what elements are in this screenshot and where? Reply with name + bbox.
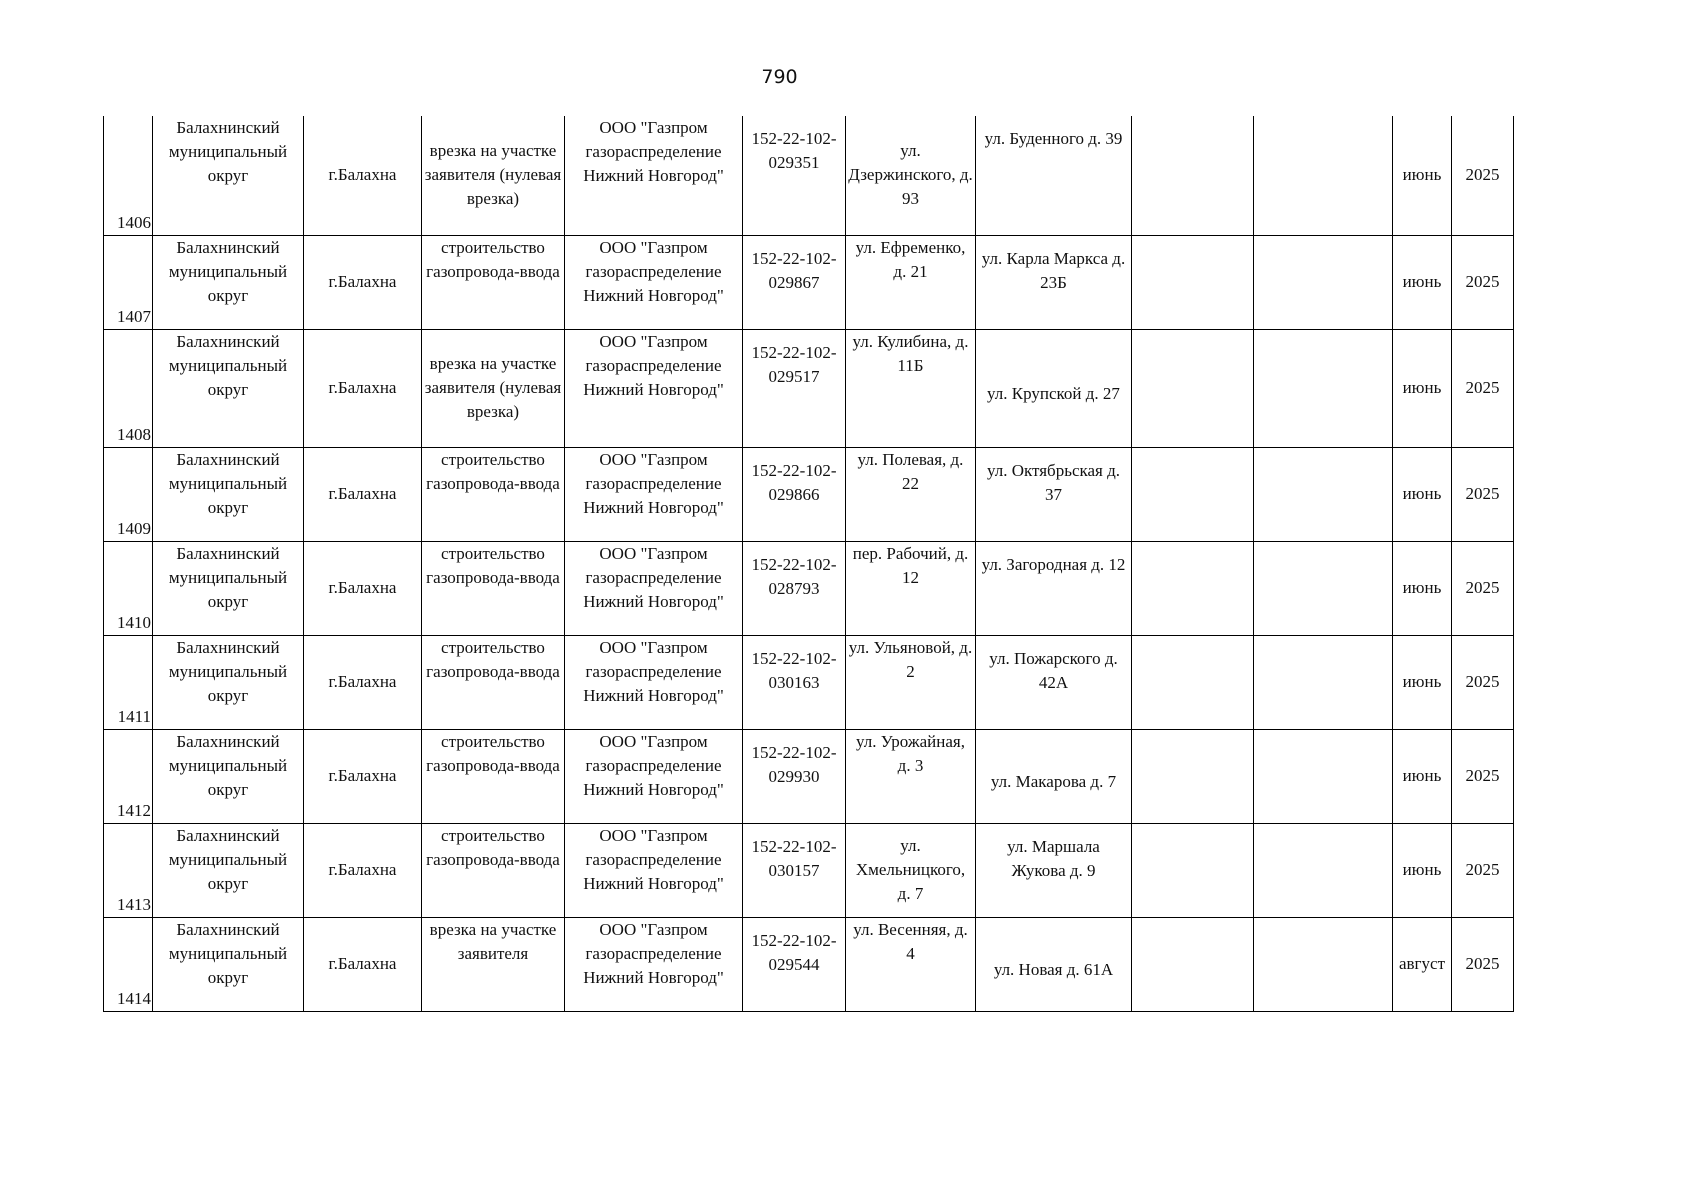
organization-cell: ООО "Газпром газораспределение Нижний Новгород"	[565, 116, 743, 235]
object-code-cell: 152-22-102-030163	[743, 635, 846, 729]
table-body	[104, 116, 1514, 1011]
empty-cell	[1132, 729, 1254, 823]
organization-cell: ООО "Газпром газораспределение Нижний Новгород"	[565, 329, 743, 447]
work-type-cell: строительство газопровода-ввода	[422, 541, 565, 635]
second-address-cell: ул. Загородная д. 12	[976, 541, 1132, 635]
table-row	[104, 329, 1514, 447]
organization-cell: ООО "Газпром газораспределение Нижний Новгород"	[565, 635, 743, 729]
empty-cell	[1132, 329, 1254, 447]
city-cell: г.Балахна	[304, 541, 422, 635]
row-number: 1407	[104, 235, 153, 329]
district-cell: Балахнинский муниципальный округ	[153, 635, 304, 729]
table-row	[104, 235, 1514, 329]
table-row	[104, 823, 1514, 917]
city-cell: г.Балахна	[304, 917, 422, 1011]
object-code-cell: 152-22-102-029866	[743, 447, 846, 541]
table-row	[104, 635, 1514, 729]
empty-cell	[1132, 823, 1254, 917]
empty-cell	[1132, 235, 1254, 329]
city-cell: г.Балахна	[304, 329, 422, 447]
object-code-cell: 152-22-102-029544	[743, 917, 846, 1011]
row-number: 1408	[104, 329, 153, 447]
district-cell: Балахнинский муниципальный округ	[153, 116, 304, 235]
second-address-cell: ул. Буденного д. 39	[976, 116, 1132, 235]
second-address-cell: ул. Октябрьская д. 37	[976, 447, 1132, 541]
address-cell: ул. Ульяновой, д. 2	[846, 635, 976, 729]
address-cell: ул. Дзержинского, д. 93	[846, 116, 976, 235]
address-cell: ул. Хмельницкого, д. 7	[846, 823, 976, 917]
row-number: 1410	[104, 541, 153, 635]
empty-cell	[1254, 823, 1393, 917]
work-type-cell: врезка на участке заявителя	[422, 917, 565, 1011]
second-address-cell: ул. Пожарского д. 42А	[976, 635, 1132, 729]
object-code-cell: 152-22-102-029351	[743, 116, 846, 235]
month-cell: июнь	[1393, 447, 1452, 541]
table-row	[104, 729, 1514, 823]
year-cell: 2025	[1452, 329, 1514, 447]
empty-cell	[1254, 541, 1393, 635]
second-address-cell: ул. Крупской д. 27	[976, 329, 1132, 447]
organization-cell: ООО "Газпром газораспределение Нижний Новгород"	[565, 917, 743, 1011]
year-cell: 2025	[1452, 635, 1514, 729]
table-row	[104, 116, 1514, 235]
empty-cell	[1254, 235, 1393, 329]
year-cell: 2025	[1452, 235, 1514, 329]
empty-cell	[1254, 729, 1393, 823]
work-type-cell: врезка на участке заявителя (нулевая врезка)	[422, 116, 565, 235]
address-cell: ул. Кулибина, д. 11Б	[846, 329, 976, 447]
city-cell: г.Балахна	[304, 823, 422, 917]
second-address-cell: ул. Маршала Жукова д. 9	[976, 823, 1132, 917]
district-cell: Балахнинский муниципальный округ	[153, 729, 304, 823]
object-code-cell: 152-22-102-028793	[743, 541, 846, 635]
work-type-cell: строительство газопровода-ввода	[422, 729, 565, 823]
organization-cell: ООО "Газпром газораспределение Нижний Новгород"	[565, 235, 743, 329]
year-cell: 2025	[1452, 116, 1514, 235]
city-cell: г.Балахна	[304, 447, 422, 541]
empty-cell	[1132, 917, 1254, 1011]
object-code-cell: 152-22-102-029517	[743, 329, 846, 447]
district-cell: Балахнинский муниципальный округ	[153, 917, 304, 1011]
empty-cell	[1132, 635, 1254, 729]
work-type-cell: строительство газопровода-ввода	[422, 447, 565, 541]
row-number: 1411	[104, 635, 153, 729]
gas-connection-table	[103, 116, 1514, 1012]
address-cell: ул. Полевая, д. 22	[846, 447, 976, 541]
object-code-cell: 152-22-102-029930	[743, 729, 846, 823]
month-cell: июнь	[1393, 541, 1452, 635]
address-cell: ул. Урожайная, д. 3	[846, 729, 976, 823]
organization-cell: ООО "Газпром газораспределение Нижний Новгород"	[565, 823, 743, 917]
month-cell: июнь	[1393, 823, 1452, 917]
empty-cell	[1254, 447, 1393, 541]
organization-cell: ООО "Газпром газораспределение Нижний Новгород"	[565, 729, 743, 823]
month-cell: июнь	[1393, 116, 1452, 235]
empty-cell	[1254, 635, 1393, 729]
second-address-cell: ул. Новая д. 61А	[976, 917, 1132, 1011]
city-cell: г.Балахна	[304, 116, 422, 235]
organization-cell: ООО "Газпром газораспределение Нижний Новгород"	[565, 541, 743, 635]
row-number: 1414	[104, 917, 153, 1011]
year-cell: 2025	[1452, 729, 1514, 823]
city-cell: г.Балахна	[304, 635, 422, 729]
work-type-cell: строительство газопровода-ввода	[422, 235, 565, 329]
second-address-cell: ул. Карла Маркса д. 23Б	[976, 235, 1132, 329]
month-cell: июнь	[1393, 729, 1452, 823]
year-cell: 2025	[1452, 447, 1514, 541]
district-cell: Балахнинский муниципальный округ	[153, 447, 304, 541]
table-row	[104, 917, 1514, 1011]
address-cell: пер. Рабочий, д. 12	[846, 541, 976, 635]
table-row	[104, 447, 1514, 541]
empty-cell	[1254, 116, 1393, 235]
work-type-cell: строительство газопровода-ввода	[422, 635, 565, 729]
district-cell: Балахнинский муниципальный округ	[153, 329, 304, 447]
city-cell: г.Балахна	[304, 729, 422, 823]
work-type-cell: строительство газопровода-ввода	[422, 823, 565, 917]
work-type-cell: врезка на участке заявителя (нулевая врезка)	[422, 329, 565, 447]
year-cell: 2025	[1452, 917, 1514, 1011]
empty-cell	[1254, 329, 1393, 447]
year-cell: 2025	[1452, 823, 1514, 917]
row-number: 1412	[104, 729, 153, 823]
row-number: 1406	[104, 116, 153, 235]
year-cell: 2025	[1452, 541, 1514, 635]
second-address-cell: ул. Макарова д. 7	[976, 729, 1132, 823]
object-code-cell: 152-22-102-029867	[743, 235, 846, 329]
row-number: 1409	[104, 447, 153, 541]
month-cell: июнь	[1393, 329, 1452, 447]
organization-cell: ООО "Газпром газораспределение Нижний Новгород"	[565, 447, 743, 541]
address-cell: ул. Ефременко, д. 21	[846, 235, 976, 329]
month-cell: июнь	[1393, 635, 1452, 729]
object-code-cell: 152-22-102-030157	[743, 823, 846, 917]
row-number: 1413	[104, 823, 153, 917]
empty-cell	[1254, 917, 1393, 1011]
empty-cell	[1132, 116, 1254, 235]
empty-cell	[1132, 541, 1254, 635]
month-cell: август	[1393, 917, 1452, 1011]
city-cell: г.Балахна	[304, 235, 422, 329]
table-row	[104, 541, 1514, 635]
month-cell: июнь	[1393, 235, 1452, 329]
address-cell: ул. Весенняя, д. 4	[846, 917, 976, 1011]
page-number: 790	[761, 66, 798, 88]
empty-cell	[1132, 447, 1254, 541]
district-cell: Балахнинский муниципальный округ	[153, 235, 304, 329]
district-cell: Балахнинский муниципальный округ	[153, 823, 304, 917]
district-cell: Балахнинский муниципальный округ	[153, 541, 304, 635]
